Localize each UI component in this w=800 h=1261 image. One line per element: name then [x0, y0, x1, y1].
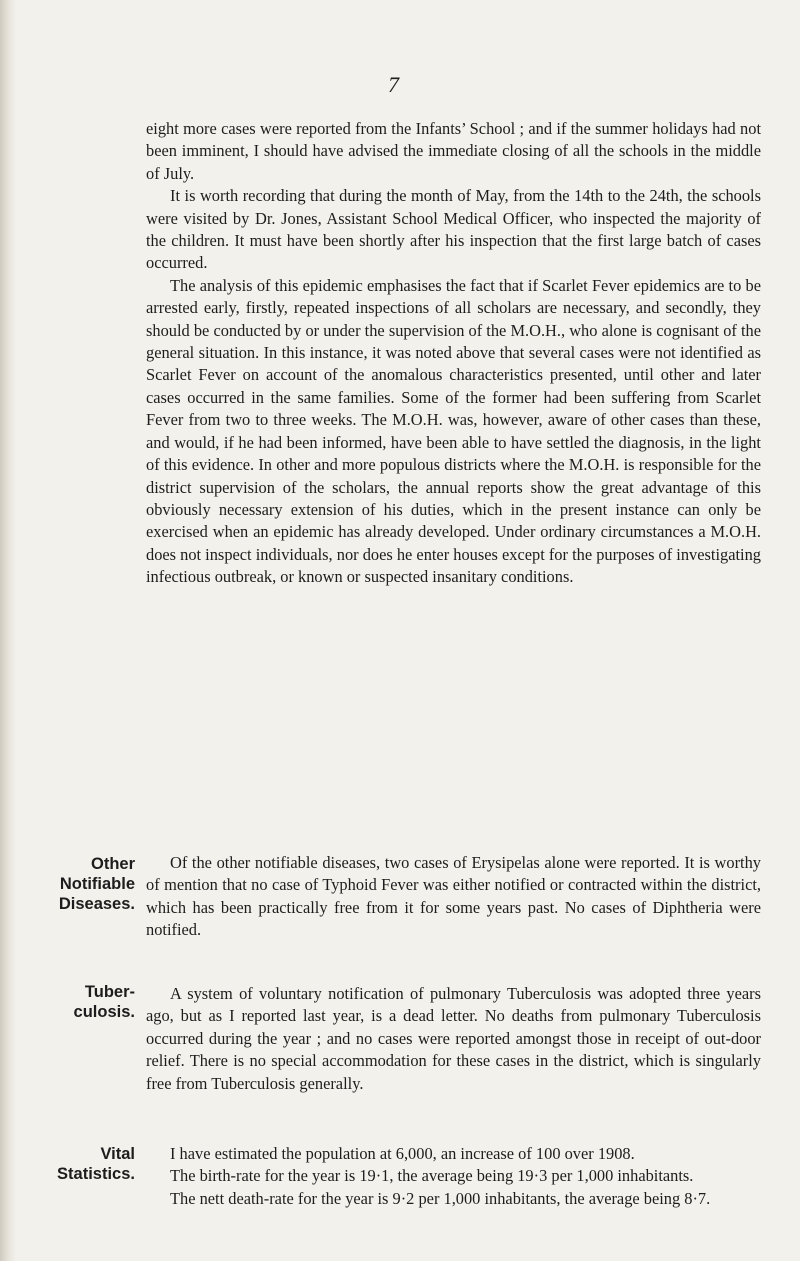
section-vital-statistics: [146, 1143, 761, 1210]
sidenote-line: Notifiable: [59, 875, 135, 893]
paragraph: It is worth recording that during the month of May, from the 14th to the 24th, the schools were visited by Dr. Jones, Assistant School Medical Officer, who inspected the majority of the children. It must have been shortly after his inspection that the first large batch of cases occurred.: [146, 186, 761, 273]
section-tuberculosis: [146, 983, 761, 1095]
page-number: 7: [388, 72, 399, 97]
paragraph: I have estimated the population at 6,000, an increase of 100 over 1908.: [170, 1144, 635, 1163]
sidenote-other-notifiable-diseases: [0, 854, 135, 914]
paragraph: The analysis of this epidemic emphasises the fact that if Scarlet Fever epidemics are to be arrested early, firstly, repeated inspections of all scholars are necessary, and secondly, they should be conducted by or under the supervision of the M.O.H., who alone is cognisant of the general situation. In this instance, it was noted above that several cases were not identified as Scarlet Fever on account of the anomalous characteristics presented, until other and later cases occurred in the same families. Some of the former had been suffering from Scarlet Fever from two to three weeks. The M.O.H. was, however, aware of other cases than these, and would, if he had been informed, have been able to have settled the diagnosis, in the light of this evidence. In other and more populous districts where the M.O.H. is responsible for the district supervision of the scholars, the annual reports show the great advantage of this obviously necessary extension of his duties, which in the present instance can only be exercised when an epidemic has already developed. Under ordinary circumstances a M.O.H. does not inspect individuals, nor does he enter houses except for the purposes of investigating infectious outbreak, or known or suspected insanitary conditions.: [146, 275, 761, 587]
sidenote-line: Vital: [100, 1145, 135, 1163]
paragraph: Of the other notifiable diseases, two cases of Erysipelas alone were reported. It is worthy of mention that no case of Typhoid Fever was either notified or contracted within the district, which has been practically free from it for some years past. No cases of Diphtheria were notified.: [146, 853, 761, 940]
section-scarlet-fever: [146, 118, 761, 589]
page-edge-shadow: [0, 0, 16, 1261]
sidenote-line: Other: [90, 855, 135, 873]
sidenote-line: Diseases.: [58, 895, 135, 913]
paragraph: eight more cases were reported from the Infants’ School ; and if the summer holidays had not been imminent, I should have advised the immediate closing of all the schools in the middle of July.: [146, 119, 761, 183]
paragraph: A system of voluntary notification of pulmonary Tuberculosis was adopted three years ago, but as I reported last year, is a dead letter. No deaths from pulmonary Tuberculosis occurred during the year ; and no cases were reported amongst those in receipt of out-door relief. There is no special accommodation for these cases in the district, which is singularly free from Tuberculosis generally.: [146, 984, 761, 1093]
sidenote-tuberculosis: [0, 982, 135, 1022]
sidenote-line: culosis.: [73, 1003, 135, 1021]
sidenote-vital-statistics: [0, 1144, 135, 1184]
sidenote-line: Statistics.: [57, 1165, 135, 1183]
sidenote-line: Tuber-: [84, 983, 135, 1001]
paragraph: The birth-rate for the year is 19·1, the average being 19·3 per 1,000 inhabitants.: [170, 1166, 694, 1186]
section-other-notifiable-diseases: [146, 852, 761, 942]
paragraph: The nett death-rate for the year is 9·2 per 1,000 inhabitants, the average being 8·7.: [170, 1188, 711, 1208]
